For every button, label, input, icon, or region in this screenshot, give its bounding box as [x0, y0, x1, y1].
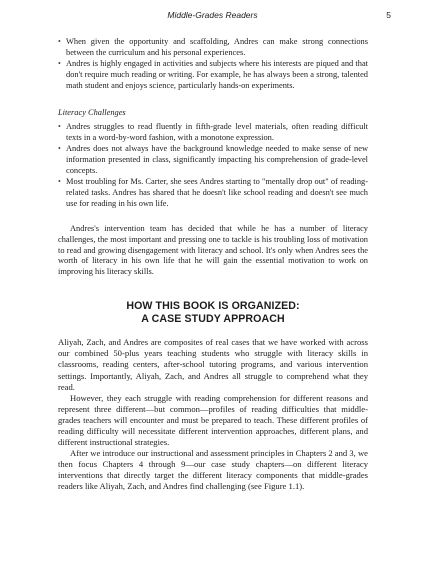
literacy-challenges-heading: Literacy Challenges — [58, 107, 126, 117]
literacy-challenges-list — [58, 122, 368, 209]
list-item — [58, 144, 368, 177]
list-item — [58, 122, 368, 144]
list-item-text: Andres is highly engaged in activities and subjects where his interests are piqued and that don't require much reading or writing. For example, he has always been a strong, talented math student and enjoys science, particularly hands-on experiments. — [66, 58, 368, 90]
section-heading-line-2: A CASE STUDY APPROACH — [141, 312, 285, 325]
list-item-text: Most troubling for Ms. Carter, she sees Andres starting to "mentally drop out" of reading-related tasks. Andres has shared that he doesn't like school reading and doesn't see much use for reading in his own life. — [66, 176, 368, 208]
page-header — [0, 10, 425, 24]
list-item-text: When given the opportunity and scaffolding, Andres can make strong connections between the curriculum and his personal experiences. — [66, 37, 368, 57]
list-item-text: Andres struggles to read fluently in fifth-grade level materials, often reading difficult texts in a word-by-word fashion, with a monotone expression. — [66, 122, 368, 143]
bullet-icon: • — [58, 58, 61, 68]
list-item — [58, 59, 368, 92]
list-item — [58, 177, 368, 210]
running-head: Middle-Grades Readers — [167, 10, 258, 20]
bullet-icon: • — [58, 37, 61, 46]
section-heading-line-1: HOW THIS BOOK IS ORGANIZED: — [126, 300, 300, 313]
body-paragraph: Aliyah, Zach, and Andres are composites of real cases that we have worked with across our combined 50-plus years teaching students who struggle with literacy skills in classrooms, reading centers, after-school tutoring programs, and various intervention settings. Importantly, Aliyah, Zach, and Andres all struggle to comprehend what they read. — [58, 337, 368, 392]
section-heading — [58, 300, 368, 325]
bullet-icon: • — [58, 122, 61, 132]
page-content — [58, 37, 368, 493]
page-number: 5 — [386, 10, 391, 20]
body-paragraph: After we introduce our instructional and assessment principles in Chapters 2 and 3, we then focus Chapters 4 through 9—our case study chapters—on different literacy interventions that directly target the different literacy components that middle-grades readers like Aliyah, Zach, and Andres find challenging (see Figure 1.1). — [58, 448, 368, 492]
strengths-list — [58, 37, 368, 92]
bullet-icon: • — [58, 144, 61, 154]
body-paragraph: However, they each struggle with reading comprehension for different reasons and represent three different—but common—profiles of reading difficulties that middle-grades teachers will encounter and must be prepared to teach. These different profiles of reading difficulty will necessitate different intervention approaches, different plans, and different instructional strategies. — [58, 392, 368, 448]
list-item-text: Andres does not always have the background knowledge needed to make sense of new information presented in class, significantly impacting his comprehension of grade-level concepts. — [66, 144, 368, 176]
intervention-paragraph: Andres's intervention team has decided that while he has a number of literacy challenges, the most important and pressing one to tackle is his troubling loss of motivation to read and growing disengagement with literacy and school. It's only when Andres sees the worth of literacy in his own life that he will gain the essential motivation to work on improving his literacy skills. — [58, 223, 368, 277]
list-item — [58, 37, 368, 59]
bullet-icon: • — [58, 176, 61, 186]
